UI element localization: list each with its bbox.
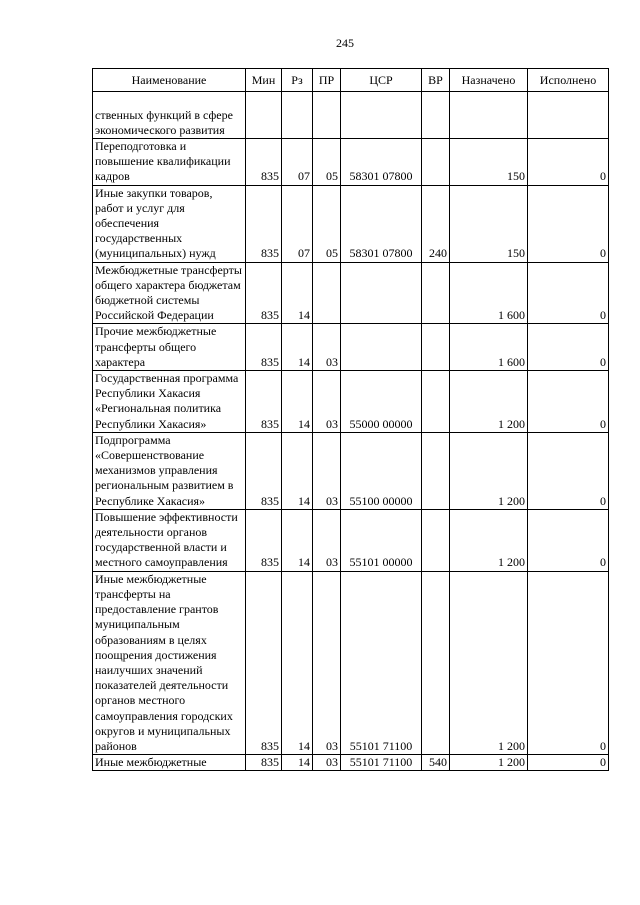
row-executed: 0	[528, 571, 609, 754]
row-name: Переподготовка и повышение квалификации кадров	[93, 139, 246, 186]
row-executed: 0	[528, 432, 609, 509]
col-header-assigned: Назначено	[450, 69, 528, 92]
row-pr: 05	[313, 185, 341, 262]
table-row	[93, 262, 609, 324]
row-name: Подпрограмма «Совершенствование механизмов управления региональным развитием в Республике Хакасия»	[93, 432, 246, 509]
row-vr: 240	[422, 185, 450, 262]
row-executed: 0	[528, 262, 609, 324]
row-name: Межбюджетные трансферты общего характера бюджетам бюджетной системы Российской Федерации	[93, 262, 246, 324]
row-vr	[422, 262, 450, 324]
row-vr	[422, 509, 450, 571]
row-pr: 03	[313, 324, 341, 371]
col-header-min: Мин	[246, 69, 282, 92]
col-header-csr: ЦСР	[341, 69, 422, 92]
table-row	[93, 755, 609, 771]
row-pr: 03	[313, 432, 341, 509]
row-executed: 0	[528, 509, 609, 571]
row-pr: 03	[313, 371, 341, 433]
row-assigned: 1 200	[450, 755, 528, 771]
row-name: Повышение эффективности деятельности органов государственной власти и местного самоуправления	[93, 509, 246, 571]
row-rz: 14	[282, 509, 313, 571]
row-csr	[341, 262, 422, 324]
row-rz: 14	[282, 324, 313, 371]
table-row	[93, 139, 609, 186]
row-executed: 0	[528, 371, 609, 433]
row-min: 835	[246, 755, 282, 771]
table-row	[93, 571, 609, 754]
row-assigned: 1 600	[450, 262, 528, 324]
row-csr: 58301 07800	[341, 185, 422, 262]
row-csr: 55101 71100	[341, 755, 422, 771]
row-vr	[422, 324, 450, 371]
table-header-row	[93, 69, 609, 92]
col-header-rz: Рз	[282, 69, 313, 92]
page-number: 245	[336, 36, 354, 50]
row-csr: 55000 00000	[341, 371, 422, 433]
row-assigned: 150	[450, 185, 528, 262]
row-min: 835	[246, 371, 282, 433]
row-pr: 03	[313, 509, 341, 571]
row-csr: 58301 07800	[341, 139, 422, 186]
row-pr	[313, 92, 341, 139]
col-header-executed: Исполнено	[528, 69, 609, 92]
row-name: Иные межбюджетные трансферты на предоставление грантов муниципальным образованиям в целях поощрения достижения наилучших значений показателей деятельности органов местного самоуправления городских округов и муниципальных районов	[93, 571, 246, 754]
row-rz: 07	[282, 185, 313, 262]
row-name: Иные межбюджетные	[93, 755, 246, 771]
row-pr: 03	[313, 571, 341, 754]
col-header-vr: ВР	[422, 69, 450, 92]
row-assigned: 1 200	[450, 509, 528, 571]
row-rz: 14	[282, 262, 313, 324]
table-row	[93, 432, 609, 509]
row-name: Прочие межбюджетные трансферты общего характера	[93, 324, 246, 371]
row-vr: 540	[422, 755, 450, 771]
row-executed: 0	[528, 324, 609, 371]
row-csr: 55101 00000	[341, 509, 422, 571]
row-csr	[341, 92, 422, 139]
row-vr	[422, 139, 450, 186]
row-csr: 55100 00000	[341, 432, 422, 509]
row-min: 835	[246, 139, 282, 186]
row-min	[246, 92, 282, 139]
row-min: 835	[246, 432, 282, 509]
row-rz: 14	[282, 371, 313, 433]
row-vr	[422, 371, 450, 433]
budget-table	[92, 68, 609, 771]
row-rz: 14	[282, 432, 313, 509]
row-vr	[422, 571, 450, 754]
row-assigned: 1 200	[450, 571, 528, 754]
row-rz: 07	[282, 139, 313, 186]
row-rz	[282, 92, 313, 139]
row-assigned: 1 200	[450, 371, 528, 433]
row-vr	[422, 92, 450, 139]
row-executed: 0	[528, 139, 609, 186]
row-csr: 55101 71100	[341, 571, 422, 754]
row-name: ственных функций в сфере экономического развития	[93, 92, 246, 139]
row-csr	[341, 324, 422, 371]
row-assigned: 1 200	[450, 432, 528, 509]
row-min: 835	[246, 509, 282, 571]
row-min: 835	[246, 262, 282, 324]
row-executed: 0	[528, 185, 609, 262]
row-executed	[528, 92, 609, 139]
row-pr: 05	[313, 139, 341, 186]
row-name: Иные закупки товаров, работ и услуг для обеспечения государственных (муниципальных) нужд	[93, 185, 246, 262]
table-row	[93, 185, 609, 262]
row-name: Государственная программа Республики Хакасия «Региональная политика Республики Хакасия»	[93, 371, 246, 433]
table-row	[93, 324, 609, 371]
row-assigned: 150	[450, 139, 528, 186]
col-header-pr: ПР	[313, 69, 341, 92]
row-pr	[313, 262, 341, 324]
col-header-name: Наименование	[93, 69, 246, 92]
row-rz: 14	[282, 571, 313, 754]
row-min: 835	[246, 185, 282, 262]
table-row	[93, 92, 609, 139]
row-assigned	[450, 92, 528, 139]
table-row	[93, 371, 609, 433]
row-vr	[422, 432, 450, 509]
row-rz: 14	[282, 755, 313, 771]
row-min: 835	[246, 571, 282, 754]
row-executed: 0	[528, 755, 609, 771]
row-pr: 03	[313, 755, 341, 771]
row-assigned: 1 600	[450, 324, 528, 371]
table-row	[93, 509, 609, 571]
row-min: 835	[246, 324, 282, 371]
